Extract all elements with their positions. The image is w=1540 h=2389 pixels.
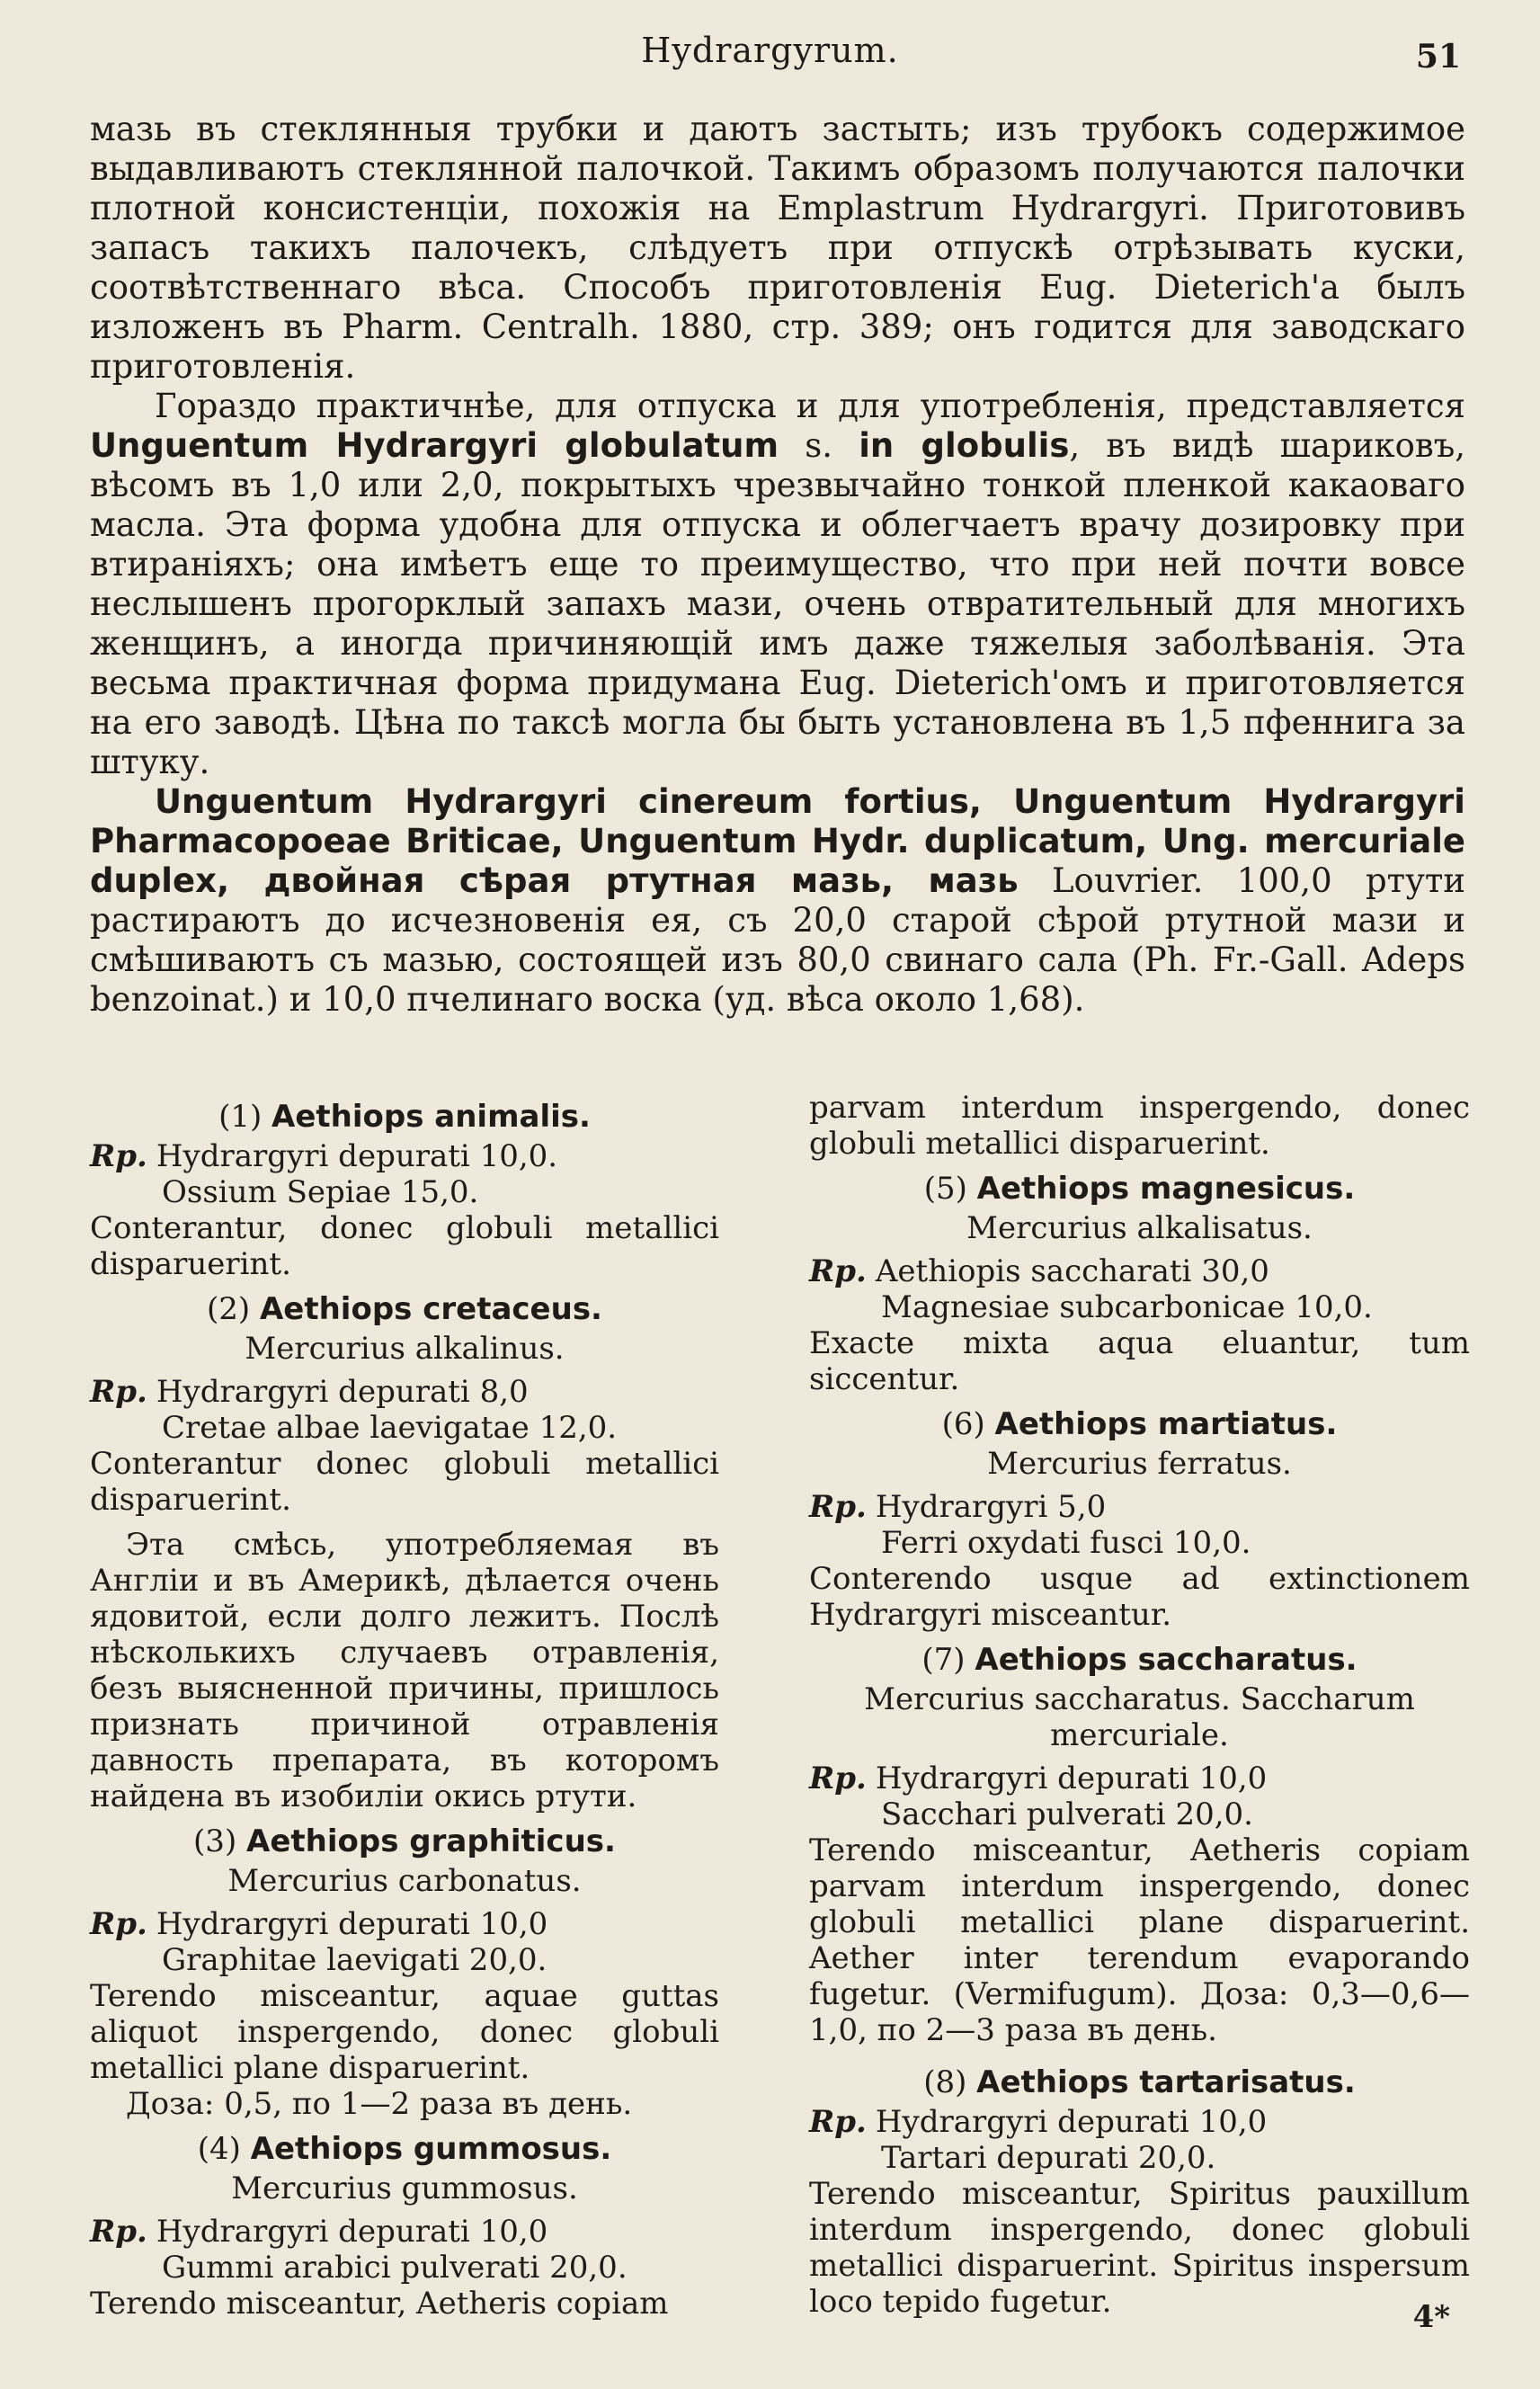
paragraph-continuation: мазь въ стеклянныя трубки и даютъ застыть; изъ трубокъ содержимое выдавливаютъ стеклянной палочкой. Такимъ образомъ получаются палочки плотной консистенціи, похожія на Emplastrum Hydrargyri. Приготовивъ запасъ такихъ палочекъ, слѣдуетъ при отпускѣ отрѣзывать куски, соотвѣтственнаго вѣса. Способъ приготовленія Eug. Dieterich'a былъ изложенъ въ Pharm. Centralh. 1880, стр. 389; онъ годится для заводскаго приготовленія. (90, 110, 1465, 386)
paragraph-cinereum-fortius (90, 782, 1465, 1020)
recipe-sign: Rp. (809, 1489, 867, 1525)
recipe-synonym: Mercurius carbonatus. (227, 1863, 582, 1899)
recipe-note: Эта смѣсь, употребляемая въ Англіи и въ Америкѣ, дѣлается очень ядовитой, если долго лежитъ. Послѣ нѣсколькихъ случаевъ отравленія, безъ выясненной причины, пришлось признать причиной отравленія давность препарата, въ которомъ найдена въ изобиліи окись ртути. (90, 1527, 719, 1814)
recipe-synonym: Mercurius saccharatus. Saccharum mercuriale. (864, 1681, 1415, 1753)
ingredient-line: Sacchari pulverati 20,0. (881, 1796, 1253, 1832)
ingredient-line: Tartari depurati 20,0. (881, 2140, 1216, 2176)
recipe-synonym: Mercurius gummosus. (231, 2171, 578, 2206)
term-unguentum-globulatum: Unguentum Hydrargyri globulatum (90, 426, 779, 465)
main-text (90, 110, 1465, 1020)
recipe-synonym: Mercurius alkalisatus. (966, 1210, 1313, 1246)
recipe-synonym: Mercurius alkalinus. (245, 1331, 565, 1367)
recipe-sign: Rp. (809, 1253, 867, 1289)
recipe-heading-3: (3) Aethiops graphiticus. (193, 1823, 616, 1859)
recipe-heading-6: (6) Aethiops martiatus. (941, 1406, 1338, 1442)
recipe-heading-8: (8) Aethiops tartarisatus. (923, 2064, 1356, 2100)
ingredient-line: Gummi arabici pulverati 20,0. (162, 2250, 628, 2286)
ingredient-line: Ferri oxydati fusci 10,0. (881, 1525, 1251, 1561)
recipe-sign: Rp. (90, 1138, 147, 1174)
recipe-heading-1: (1) Aethiops animalis. (218, 1099, 591, 1135)
recipe-instruction: Conterendo usque ad extinctionem Hydrargyri misceantur. (809, 1561, 1470, 1633)
page-number: 51 (1415, 38, 1461, 76)
running-title: Hydrargyrum. (641, 31, 899, 70)
ingredient-line: Ossium Sepiae 15,0. (162, 1174, 479, 1210)
ingredient-line: Rp. Hydrargyri 5,0 (809, 1489, 1107, 1525)
recipe-heading-7: (7) Aethiops saccharatus. (921, 1642, 1358, 1678)
recipe-heading-4: (4) Aethiops gummosus. (197, 2131, 612, 2167)
recipe-instruction: Terendo misceantur, Spiritus pauxillum interdum inspergendo, donec globuli metallici disparuerint. Spiritus inspersum loco tepido fugetur. (809, 2176, 1470, 2320)
ingredient-line: Rp. Hydrargyri depurati 8,0 (90, 1374, 529, 1410)
page-header (0, 25, 1540, 79)
recipe-sign: Rp. (90, 1906, 147, 1942)
term-in-globulis: in globulis (859, 426, 1070, 465)
text-run: , въ видѣ шариковъ, вѣсомъ въ 1,0 или 2,0, покрытыхъ чрезвычайно тонкой пленкой какаоваго масла. Эта форма удобна для отпуска и облегчаетъ врачу дозировку при втираніяхъ; она имѣетъ еще то преимущество, что при ней почти вовсе неслышенъ прогорклый запахъ мази, очень отвратительный для многихъ женщинъ, а иногда причиняющій имъ даже тяжелыя заболѣванія. Эта весьма практичная форма придумана Eug. Dieterich'омъ и приготовляется на его заводѣ. Цѣна по таксѣ могла бы быть установлена въ 1,5 пфеннига за штуку. (90, 426, 1465, 781)
term-unguentum-cinereum-fortius: Unguentum Hydrargyri cinereum fortius, Unguentum Hydrargyri Pharmacopoeae Briticae, Unguentum Hydr. duplicatum, Ung. mercuriale duplex, двойная сѣрая ртутная мазь, мазь (90, 782, 1465, 900)
recipe-instruction: Terendo misceantur, Aetheris copiam (90, 2286, 669, 2322)
ingredient-line: Graphitae laevigati 20,0. (162, 1942, 547, 1978)
signature-mark: 4* (1412, 2299, 1450, 2335)
ingredient-line: Rp. Hydrargyri depurati 10,0 (809, 1761, 1268, 1796)
ingredient-line: Rp. Hydrargyri depurati 10,0 (90, 2214, 548, 2250)
recipe-instruction: Conterantur donec globuli metallici disparuerint. (90, 1446, 719, 1518)
recipe-column-left (90, 1090, 719, 2322)
recipe-instruction: Terendo misceantur, aquae guttas aliquot inspergendo, donec globuli metallici plane disparuerint. (90, 1978, 719, 2086)
recipe-synonym: Mercurius ferratus. (987, 1446, 1292, 1482)
recipe-sign: Rp. (90, 2214, 147, 2250)
ingredient-line: Rp. Hydrargyri depurati 10,0 (809, 2104, 1268, 2140)
ingredient-line: Cretae albae laevigatae 12,0. (162, 1410, 618, 1446)
text-run: s. (779, 426, 859, 465)
recipe-instruction: Conterantur, donec globuli metallici disparuerint. (90, 1210, 719, 1282)
recipe-dose: Доза: 0,5, по 1—2 раза въ день. (126, 2086, 633, 2122)
recipe-column-right (809, 1090, 1470, 2320)
recipe-instruction: Terendo misceantur, Aetheris copiam parvam interdum inspergendo, donec globuli metallici plane disparuerint. Aether inter terendum evaporando fugetur. (Vermifugum). Доза: 0,3—0,6—1,0, по 2—3 раза въ день. (809, 1832, 1470, 2048)
recipe-sign: Rp. (809, 1761, 867, 1796)
recipe-instruction: Exacte mixta aqua eluantur, tum siccentur. (809, 1325, 1470, 1397)
recipe-instruction-continued: parvam interdum inspergendo, donec globuli metallici disparuerint. (809, 1090, 1470, 1162)
recipe-sign: Rp. (90, 1374, 147, 1410)
ingredient-line: Rp. Aethiopis saccharati 30,0 (809, 1253, 1269, 1289)
text-run: Louvrier. 100,0 ртути растираютъ до исчезновенія ея, съ 20,0 старой сѣрой ртутной мази и смѣшиваютъ съ мазью, состоящей изъ 80,0 свинаго сала (Ph. Fr.-Gall. Adeps benzoinat.) и 10,0 пчелинаго воска (уд. вѣса около 1,68). (90, 861, 1466, 1019)
recipe-heading-5: (5) Aethiops magnesicus. (923, 1171, 1356, 1207)
recipe-heading-2: (2) Aethiops cretaceus. (207, 1291, 602, 1327)
recipe-sign: Rp. (809, 2104, 867, 2140)
paragraph-globulatum (90, 387, 1465, 782)
ingredient-line: Rp. Hydrargyri depurati 10,0 (90, 1906, 548, 1942)
text-run: Гораздо практичнѣе, для отпуска и для употребленія, представляется (155, 387, 1465, 425)
ingredient-line: Magnesiae subcarbonicae 10,0. (881, 1289, 1373, 1325)
ingredient-line: Rp. Hydrargyri depurati 10,0. (90, 1138, 558, 1174)
